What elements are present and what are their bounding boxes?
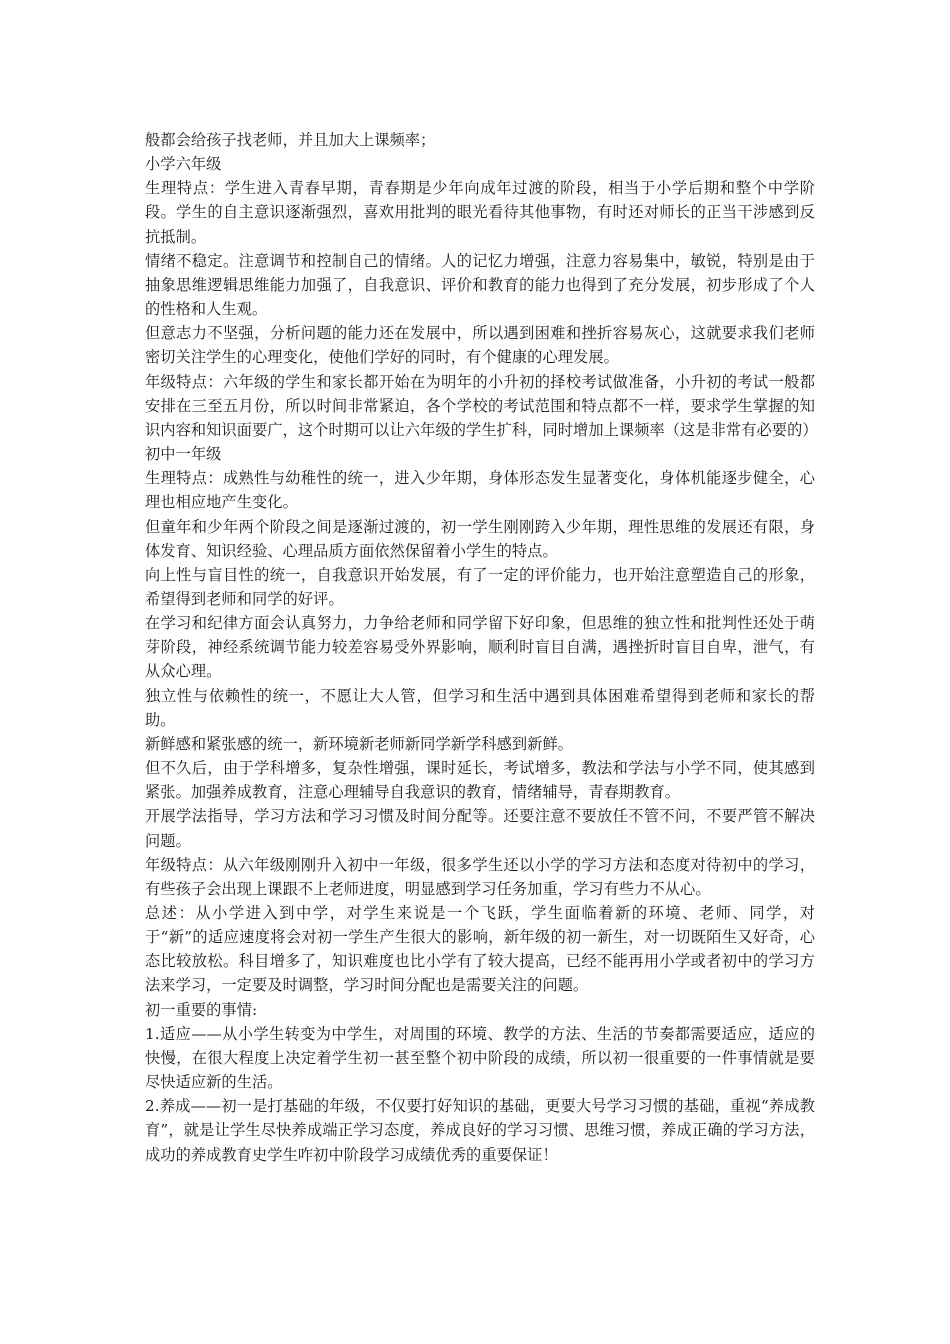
paragraph: 新鲜感和紧张感的统一，新环境新老师新同学新学科感到新鲜。 <box>145 734 574 753</box>
paragraph: 独立性与依赖性的统一，不愿让大人管，但学习和生活中遇到具体困难希望得到老师和家长的帮助。 <box>145 686 815 729</box>
paragraph: 年级特点：从六年级刚刚升入初中一年级，很多学生还以小学的学习方法和态度对待初中的学习，有些孩子会出现上课跟不上老师进度，明显感到学习任务加重，学习有些力不从心。 <box>145 855 815 898</box>
paragraph: 但意志力不坚强，分析问题的能力还在发展中，所以遇到困难和挫折容易灰心，这就要求我们老师密切关注学生的心理变化，使他们学好的同时，有个健康的心理发展。 <box>145 324 815 367</box>
list-item-adapt: 1.适应——从小学生转变为中学生，对周围的环境、教学的方法、生活的节奏都需要适应，适应的快慢，在很大程度上决定着学生初一甚至整个初中阶段的成绩，所以初一很重要的一件事情就是要尽快适应新的生活。 <box>145 1024 815 1092</box>
paragraph: 开展学法指导，学习方法和学习习惯及时间分配等。还要注意不要放任不管不问，不要严管不解决问题。 <box>145 807 815 850</box>
paragraph: 情绪不稳定。注意调节和控制自己的情绪。人的记忆力增强，注意力容易集中，敏锐，特别是由于抽象思维逻辑思维能力加强了，自我意识、评价和教育的能力也得到了充分发展，初步形成了个人的性格和人生观。 <box>145 251 815 319</box>
paragraph-intro-fragment: 般都会给孩子找老师，并且加大上课频率； <box>145 131 436 149</box>
paragraph: 向上性与盲目性的统一，自我意识开始发展，有了一定的评价能力，也开始注意塑造自己的形象，希望得到老师和同学的好评。 <box>145 565 815 608</box>
paragraph: 生理特点：成熟性与幼稚性的统一，进入少年期，身体形态发生显著变化，身体机能逐步健全，心理也相应地产生变化。 <box>145 469 815 512</box>
heading-grade-seven: 初中一年级 <box>145 445 222 464</box>
paragraph: 但不久后，由于学科增多，复杂性增强，课时延长，考试增多，教法和学法与小学不同，使其感到紧张。加强养成教育，注意心理辅导自我意识的教育，情绪辅导，青春期教育。 <box>145 759 815 802</box>
heading-grade-six: 小学六年级 <box>145 155 222 174</box>
paragraph: 但童年和少年两个阶段之间是逐渐过渡的，初一学生刚刚跨入少年期，理性思维的发展还有限，身体发育、知识经验、心理品质方面依然保留着小学生的特点。 <box>145 517 815 560</box>
document-body <box>145 128 818 1167</box>
paragraph-summary: 总述：从小学进入到中学，对学生来说是一个飞跃，学生面临着新的环境、老师、同学，对于“新”的适应速度将会对初一学生产生很大的影响，新年级的初一新生，对一切既陌生又好奇，心态比较放松。科目增多了，知识难度也比小学有了较大提高，已经不能再用小学或者初中的学习方法来学习，一定要及时调整，学习时间分配也是需要关注的问题。 <box>145 904 815 995</box>
paragraph: 在学习和纪律方面会认真努力，力争给老师和同学留下好印象，但思维的独立性和批判性还处于萌芽阶段，神经系统调节能力较差容易受外界影响，顺利时盲目自满，遇挫折时盲目自卑，泄气，有从众心理。 <box>145 614 815 681</box>
heading-important-things: 初一重要的事情: <box>145 1000 258 1019</box>
paragraph: 生理特点：学生进入青春早期，青春期是少年向成年过渡的阶段，相当于小学后期和整个中学阶段。学生的自主意识逐渐强烈，喜欢用批判的眼光看待其他事物，有时还对师长的正当干涉感到反抗抵制。 <box>145 179 815 246</box>
paragraph: 年级特点：六年级的学生和家长都开始在为明年的小升初的择校考试做准备，小升初的考试一般都安排在三至五月份，所以时间非常紧迫，各个学校的考试范围和特点都不一样，要求学生掌握的知识内容和知识面要广，这个时期可以让六年级的学生扩科，同时增加上课频率（这是非常有必要的） <box>145 372 818 439</box>
list-item-cultivate: 2.养成——初一是打基础的年级，不仅要打好知识的基础，更要大号学习习惯的基础，重视“养成教育”，就是让学生尽快养成端正学习态度，养成良好的学习习惯、思维习惯，养成正确的学习方法，成功的养成教育史学生咋初中阶段学习成绩优秀的重要保证！ <box>145 1097 815 1164</box>
